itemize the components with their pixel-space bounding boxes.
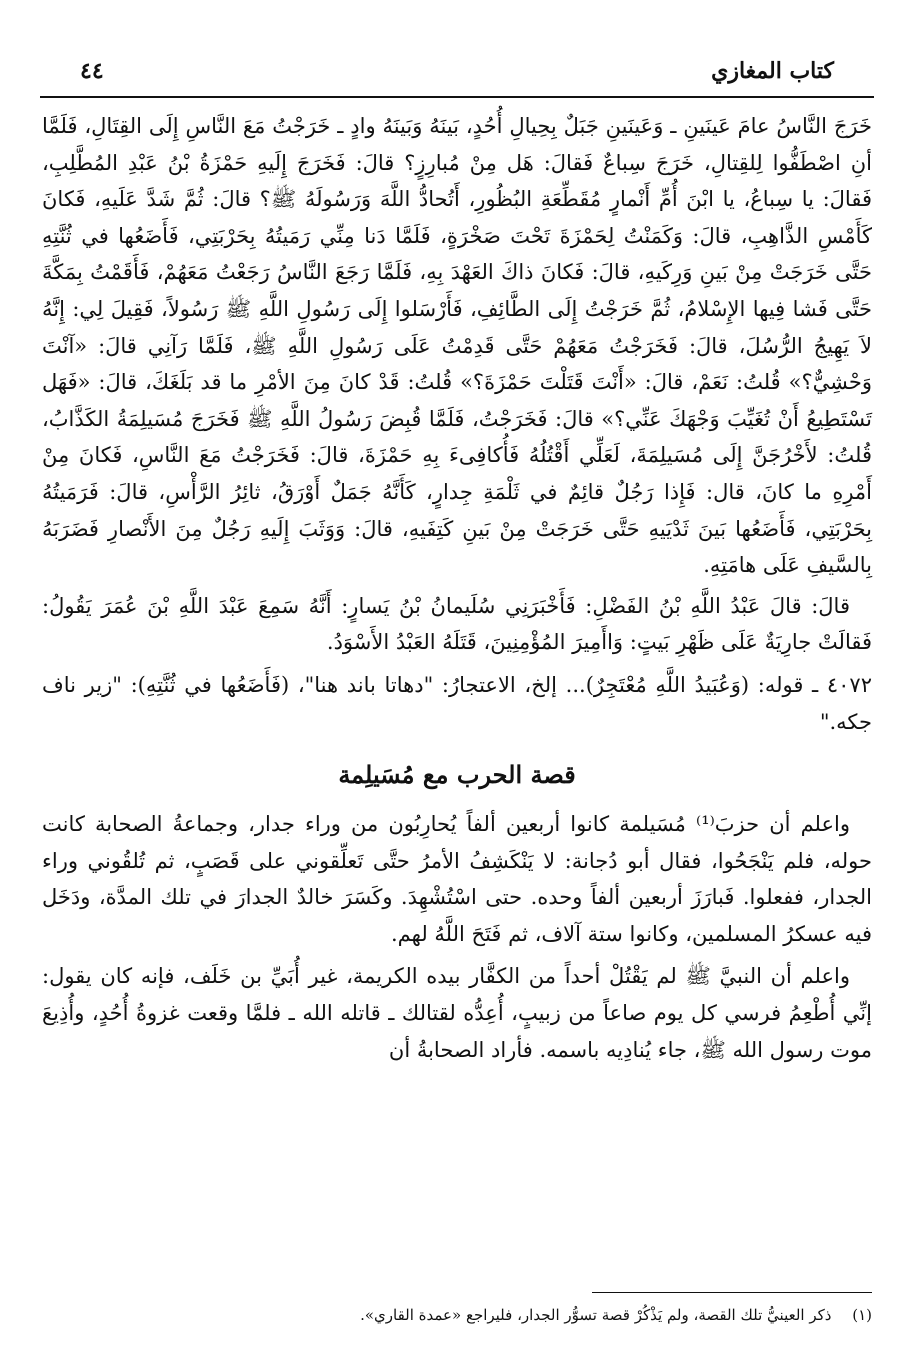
page-number: ٤٤: [80, 58, 104, 84]
footnote-divider: [592, 1292, 872, 1293]
footnote: [42, 1303, 872, 1327]
running-title: كتاب المغازي: [711, 58, 834, 84]
section-paragraph: واعلم أن حزبَ⁽¹⁾ مُسَيلمة كانوا أربعين ألفاً يُحارِبُون من وراء جدار، وجماعةُ الصحابة كانت حوله، فلم يَنْجَحُوا، فقال أبو دُجانة: لا يَنْكَشِفُ الأمرُ حتَّى تَعلِّقوني على قَصَبٍ، ثم تُلقُوني وراء الجدار، ففعلوا. فَبارَزَ أربعين ألفاً وحده. حتى اسْتُشْهِدَ. وكَسَرَ خالدٌ الجدارَ في تلك المدَّة، ودَخَل فيه عسكرُ المسلمين، وكانوا ستة آلاف، ثم فَتَحَ اللَّهُ لهم.: [42, 812, 872, 946]
page-header: [40, 56, 874, 94]
footnote-number: (١): [852, 1306, 872, 1324]
narration-paragraph: قالَ: قالَ عَبْدُ اللَّهِ بْنُ الفَضْلِ: فَأَخْبَرَنِي سُلَيمانُ بْنُ يَسارٍ: أَنَّهُ سَمِعَ عَبْدَ اللَّهِ بْنَ عُمَرَ يَقُولُ: فَقالَتْ جارِيَةٌ عَلَى ظَهْرِ بَيتٍ: وَاأَمِيرَ المُؤْمِنِينَ، قَتَلَهُ العَبْدُ الأَسْوَدُ.: [42, 593, 872, 655]
hadith-paragraph: خَرَجَ النَّاسُ عامَ عَينَينِ ـ وَعَينَينِ جَبَلٌ بِحِيالِ أُحُدٍ، بَينَهُ وَبَينَهُ وادٍ ـ خَرَجْتُ مَعَ النَّاسِ إِلَى القِتَالِ، فَلَمَّا أنِ اصْطَفُّوا لِلقِتالِ، خَرَجَ سِباعٌ فَقالَ: هَل مِنْ مُبارِزٍ؟ قالَ: فَخَرَجَ إِلَيهِ حَمْزَةُ بْنُ عَبْدِ المُطَّلِبِ، فَقالَ: يا سِباعُ، يا ابْنَ أُمِّ أَنْمارٍ مُقَطِّعَةِ البُظُورِ، أَتُحادُّ اللَّهَ وَرَسُولَهُ ﷺ؟ قالَ: ثُمَّ شَدَّ عَلَيهِ، فَكانَ كَأَمْسِ الذَّاهِبِ، قالَ: وَكَمَنْتُ لِحَمْزَةَ تَحْتَ صَخْرَةٍ، فَلَمَّا دَنا مِنِّي رَمَيتُهُ بِحَرْبَتِي، فَأَضَعُها في ثُنَّتِهِ حَتَّى خَرَجَتْ مِنْ بَينِ وَرِكَيهِ، قالَ: فَكانَ ذاكَ العَهْدَ بِهِ، فَلَمَّا رَجَعَ النَّاسُ رَجَعْتُ مَعَهُمْ، فَأَقَمْتُ بِمَكَّةَ حَتَّى فَشا فِيها الإِسْلامُ، ثُمَّ خَرَجْتُ إِلَى الطَّائِفِ، فَأَرْسَلوا إِلَى رَسُولِ اللَّهِ ﷺ رَسُولاً، فَقِيلَ لِي: إِنَّهُ لاَ يَهِيجُ الرُّسُلَ، قالَ: فَخَرَجْتُ مَعَهُمْ حَتَّى قَدِمْتُ عَلَى رَسُولِ اللَّهِ ﷺ، فَلَمَّا رَآنِي قالَ: «آنْتَ وَحْشِيٌّ؟» قُلتُ: نَعَمْ، قالَ: «أَنْتَ قَتَلْتَ حَمْزَةَ؟» قُلتُ: قَدْ كانَ مِنَ الأمْرِ ما قد بَلَغَكَ، قالَ: «فَهَل تَسْتَطِيعُ أَنْ تُغَيِّبَ وَجْهَكَ عَنِّي؟» قالَ: فَخَرَجْتُ، فَلَمَّا قُبِضَ رَسُولُ اللَّهِ ﷺ فَخَرَجَ مُسَيلِمَةُ الكَذَّابُ، قُلتُ: لأَخْرُجَنَّ إِلَى مُسَيلِمَةَ، لَعَلِّي أَقْتُلُهُ فَأُكافِىءَ بِهِ حَمْزَةَ، قالَ: فَخَرَجْتُ مَعَ النَّاسِ، فَكانَ مِنْ أَمْرِهِ ما كانَ، قال: فَإِذا رَجُلٌ قائِمٌ في ثَلْمَةِ جِدارٍ، كَأَنَّهُ جَمَلٌ أَوْرَقُ، ثائِرُ الرَّأْسِ، قالَ: فَرَمَيتُهُ بِحَرْبَتِي، فَأَضَعُها بَينَ ثَدْيَيهِ حَتَّى خَرَجَتْ مِنْ بَينِ كَتِفَيهِ، قالَ: وَوَثَبَ إِلَيهِ رَجُلٌ مِنَ الأَنْصارِ فَضَرَبَهُ بِالسَّيفِ عَلَى هامَتِهِ.: [42, 114, 872, 578]
commentary-paragraph: ٤٠٧٢ ـ قوله: (وَعُبَيدُ اللَّهِ مُعْتَجِرٌ)... إلخ، الاعتجارُ: "دهاتا باند هنا"، (فَأَضَعُها في ثُنَّتِهِ): "زير ناف جكه.": [42, 672, 872, 734]
section-heading: قصة الحرب مع مُسَيلِمة: [338, 760, 576, 790]
footnote-text: ذكر العينيُّ تلك القصة، ولم يَذْكُرْ قصة تسوُّر الجدار، فليراجع «عمدة القاري».: [360, 1306, 832, 1324]
section-paragraph: واعلم أن النبيَّ ﷺ لم يَقْتُلْ أحداً من الكفَّار بيده الكريمة، غير أُبَيِّ بن خَلَف، فإنه كان يقول: إنِّي أُطْعِمُ فرسي كل يوم صاعاً من زبيبٍ، أُعِدُّه لقتالك ـ قاتله الله ـ فلمَّا وقعت غزوةُ أُحُدٍ، وأُذِيعَ موت رسول الله ﷺ، جاء يُنادِيه باسمه. فأراد الصحابةُ أن: [42, 964, 872, 1062]
header-divider: [40, 96, 874, 98]
main-text: [42, 108, 872, 1074]
